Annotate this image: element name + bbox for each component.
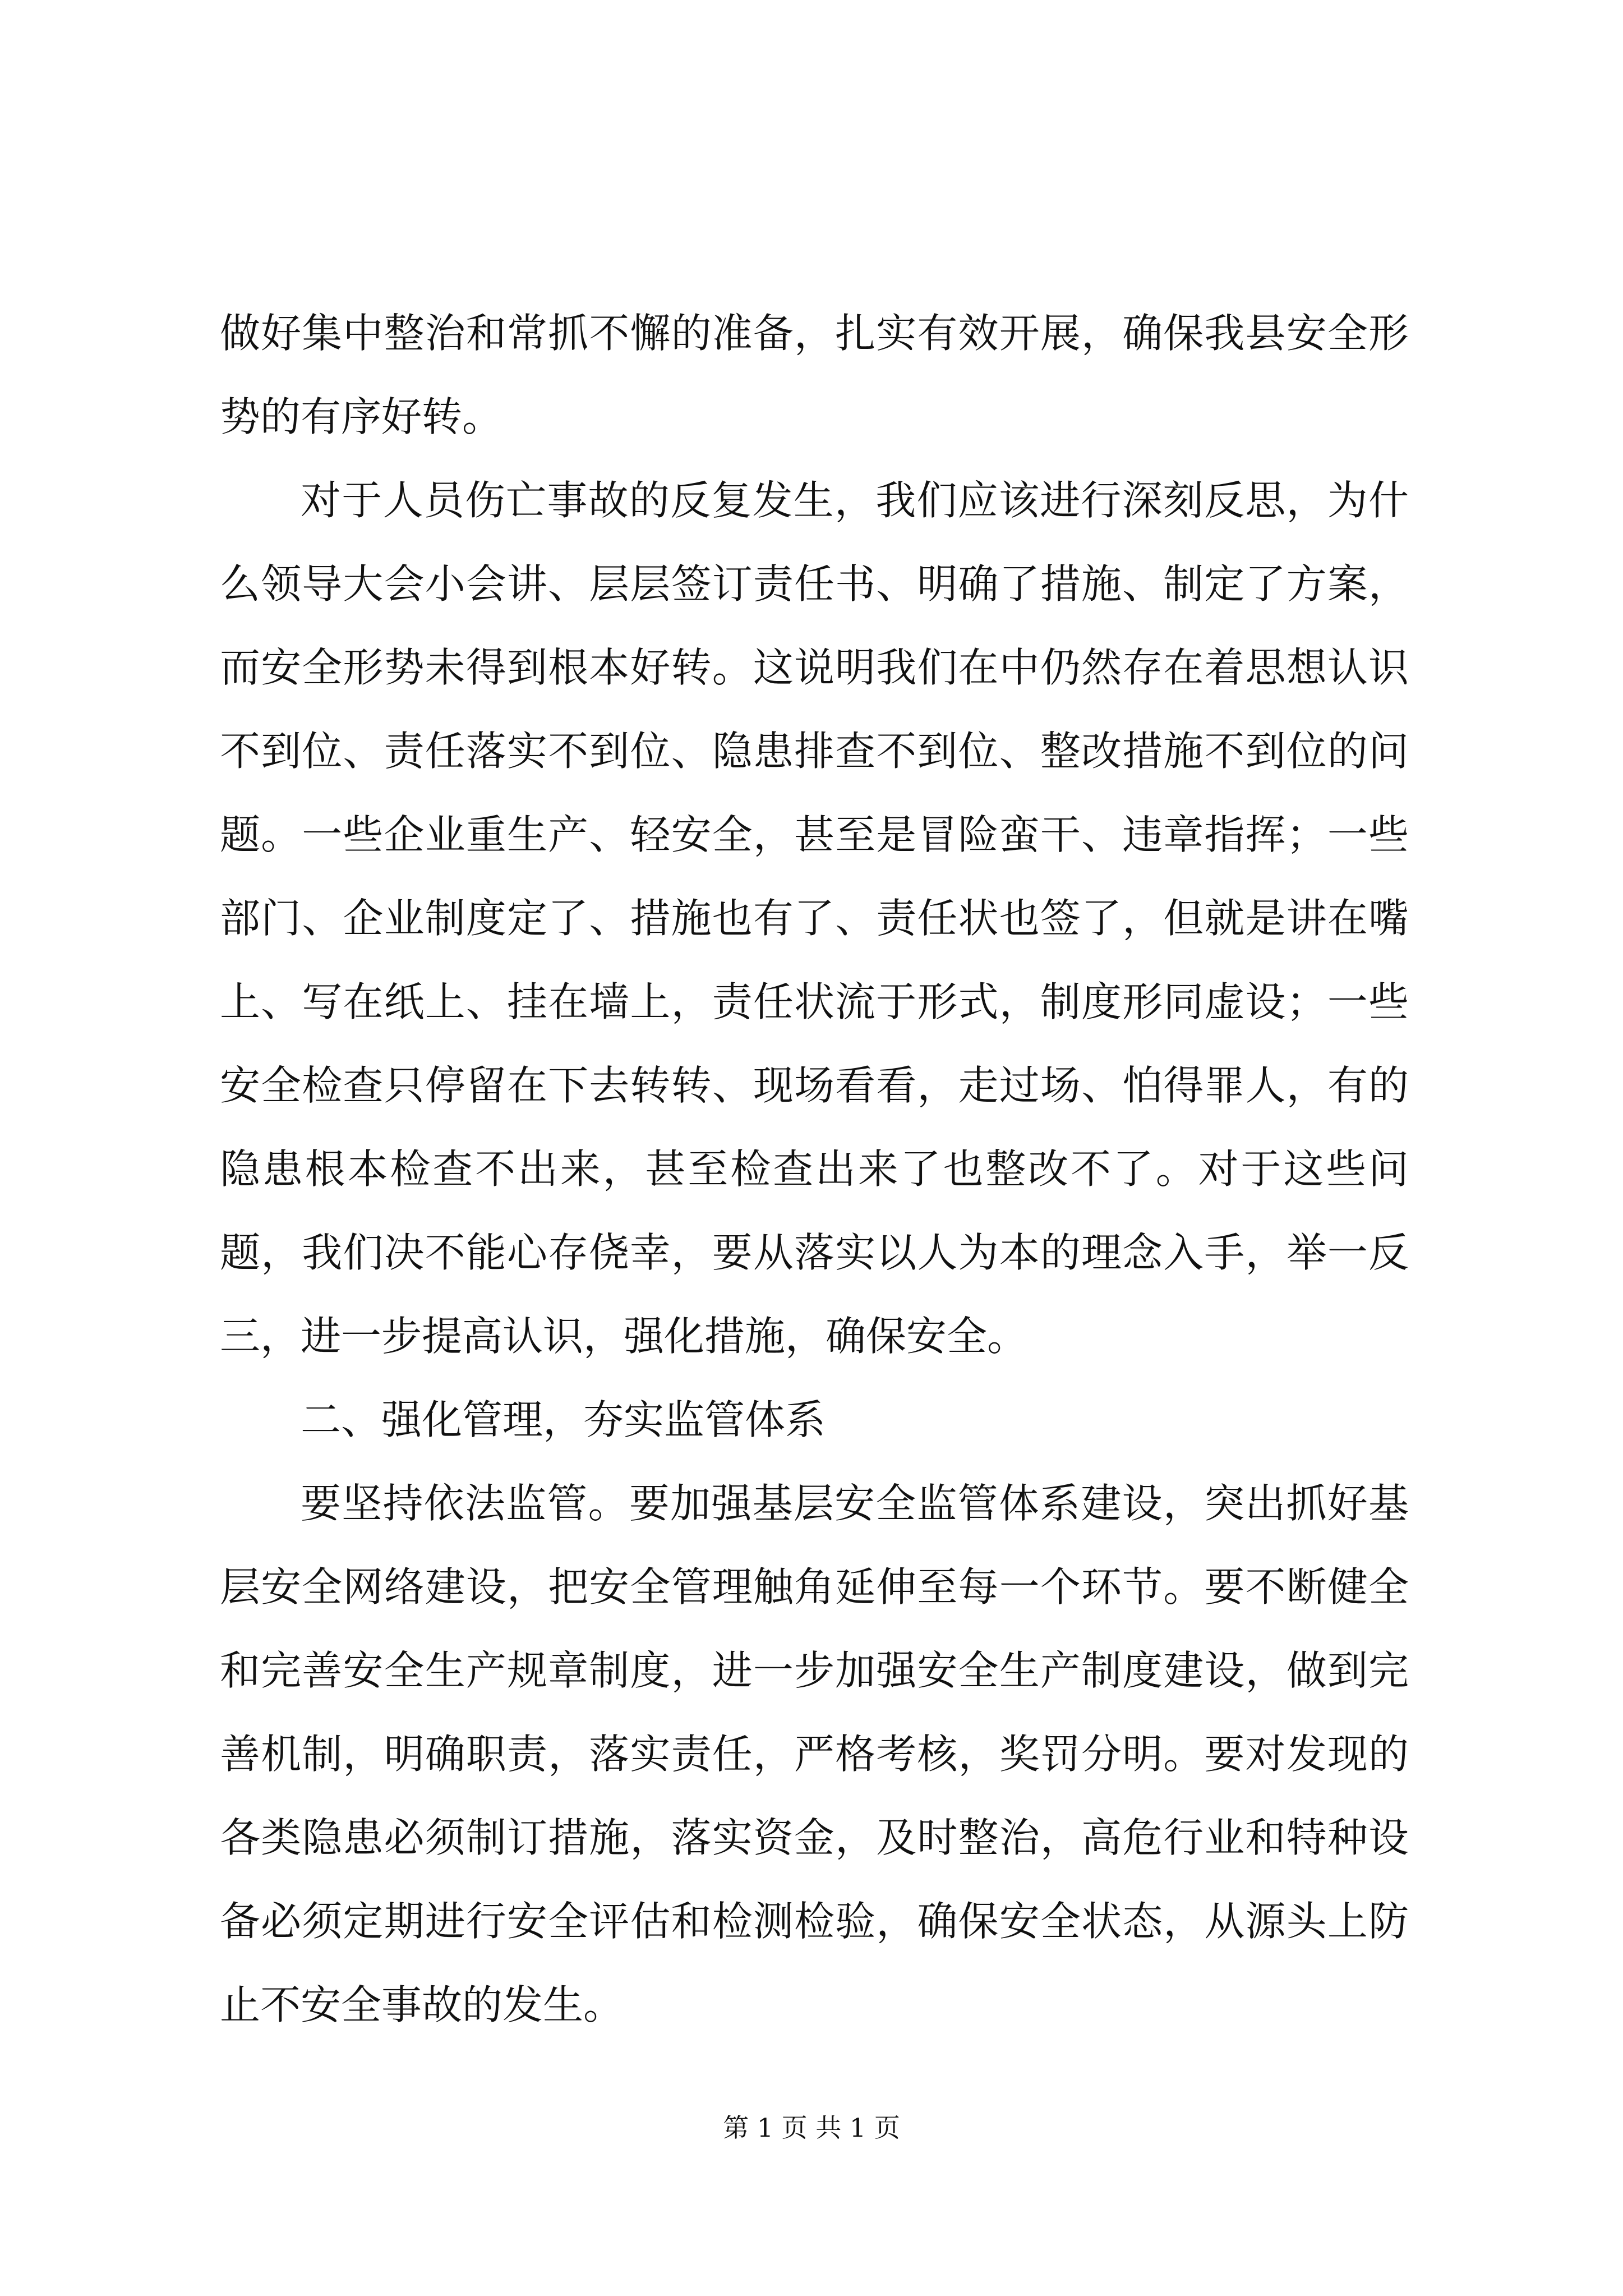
paragraph-supervision: 要坚持依法监管。要加强基层安全监管体系建设，突出抓好基层安全网络建设，把安全管理触角延伸至每一个环节。要不断健全和完善安全生产规章制度，进一步加强安全生产制度建设，做到完善机制，明确职责，落实责任，严格考核，奖罚分明。要对发现的各类隐患必须制订措施，落实资金，及时整治，高危行业和特种设备必须定期进行安全评估和检测检验，确保安全状态，从源头上防止不安全事故的发生。 bbox=[220, 1480, 1409, 2028]
paragraph-reflection: 对于人员伤亡事故的反复发生，我们应该进行深刻反思，为什么领导大会小会讲、层层签订责任书、明确了措施、制定了方案，而安全形势未得到根本好转。这说明我们在中仍然存在着思想认识不到位、责任落实不到位、隐患排查不到位、整改措施不到位的问题。一些企业重生产、轻安全，甚至是冒险蛮干、违章指挥；一些部门、企业制度定了、措施也有了、责任状也签了，但就是讲在嘴上、写在纸上、挂在墙上，责任状流于形式，制度形同虚设；一些安全检查只停留在下去转转、现场看看，走过场、怕得罪人，有的隐患根本检查不出来，甚至检查出来了也整改不了。对于这些问题，我们决不能心存侥幸，要从落实以人为本的理念入手，举一反三，进一步提高认识，强化措施，确保安全。 bbox=[220, 477, 1409, 1360]
document-body bbox=[220, 292, 1409, 2047]
section-heading: 二、强化管理，夯实监管体系 bbox=[301, 1396, 826, 1443]
page-number-footer: 第 1 页 共 1 页 bbox=[723, 2113, 900, 2143]
paragraph-continuation: 做好集中整治和常抓不懈的准备，扎实有效开展，确保我县安全形势的有序好转。 bbox=[220, 310, 1409, 440]
